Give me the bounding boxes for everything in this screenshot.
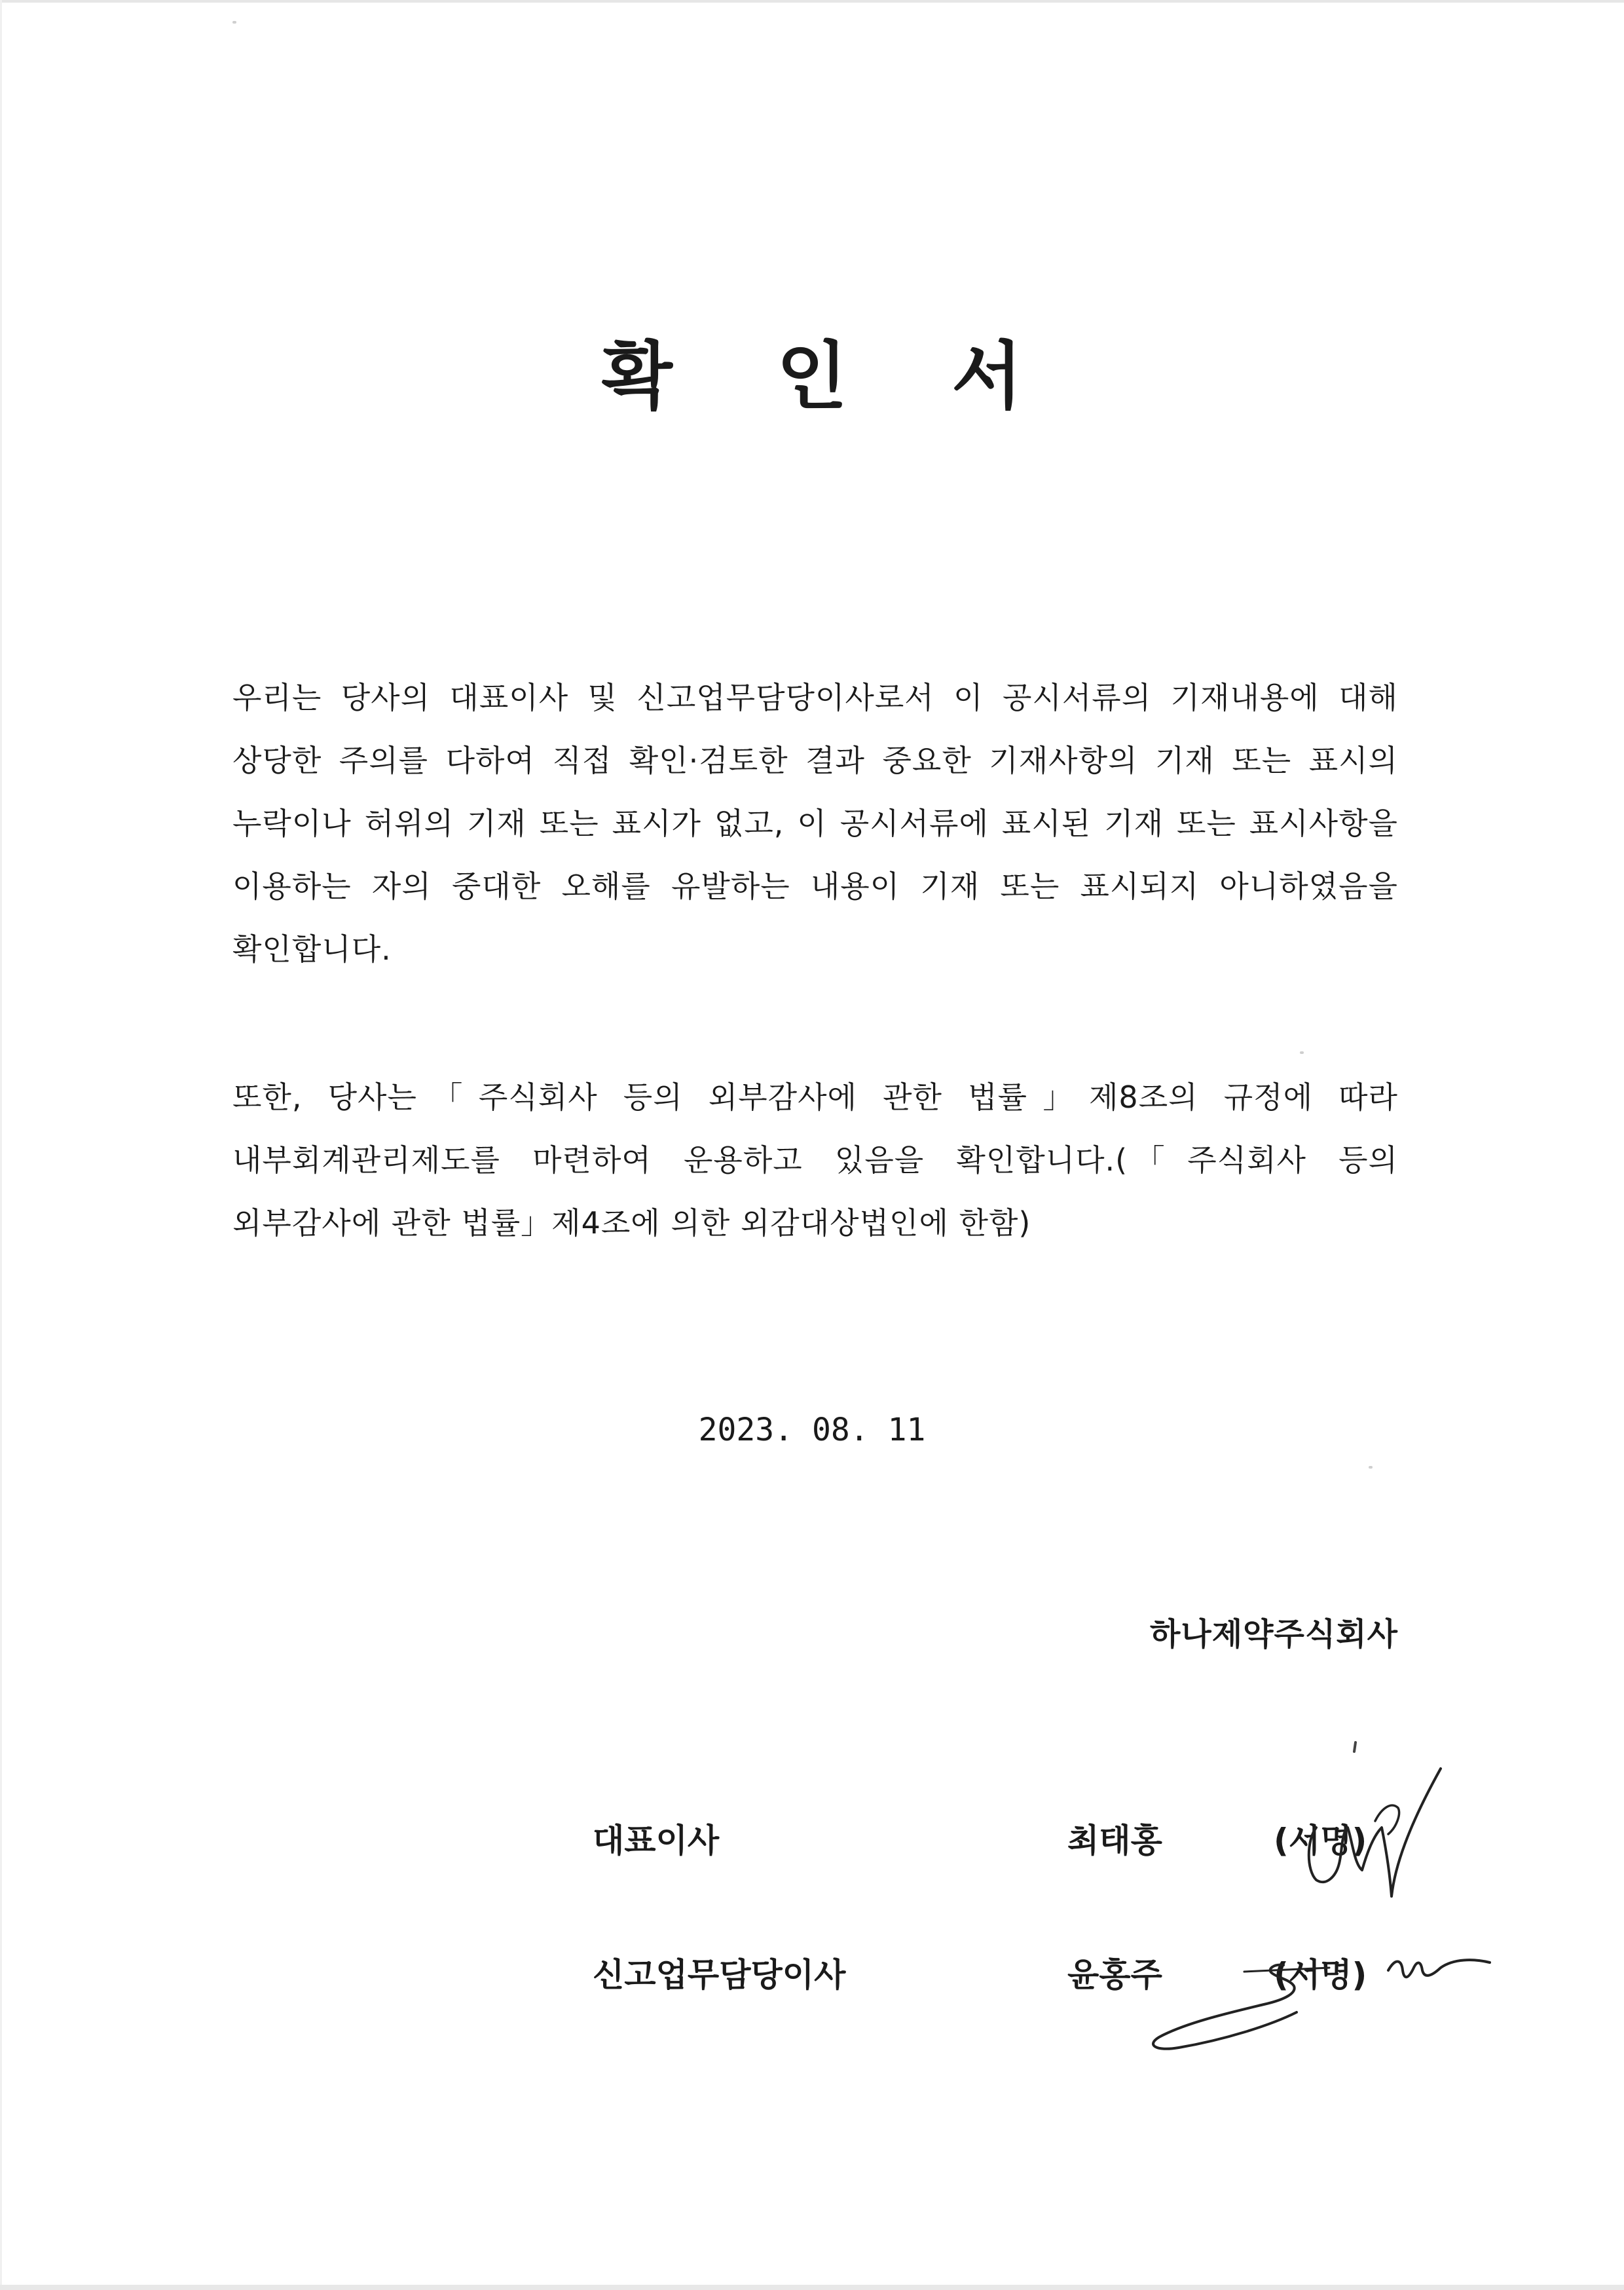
document-date: 2023. 08. 11 <box>698 1412 926 1448</box>
document-title: 확 인 서 <box>601 334 1062 419</box>
scan-edge-top <box>0 0 1624 3</box>
signatory-role: 신고업무담당이사 <box>593 1956 846 1994</box>
scan-edge-bottom <box>0 2285 1624 2290</box>
internal-control-paragraph: 또한, 당사는「주식회사 등의 외부감사에 관한 법률」제8조의 규정에 따라 내부회계관리제도를 마련하여 운용하고 있음을 확인합니다.(「주식회사 등의 외부감사에 관한 법률」제4조에 의한 외감대상법인에 한함) <box>232 1079 1398 1241</box>
signatory-name: 최태홍 <box>1067 1822 1162 1860</box>
company-name: 하나제약주식회사 <box>1150 1616 1398 1653</box>
scan-speck <box>232 21 236 24</box>
signatory-name: 윤홍주 <box>1067 1956 1162 1994</box>
signatory-role: 대표이사 <box>593 1822 720 1860</box>
scan-speck <box>1300 1051 1304 1054</box>
signature-mark-label: (서명) <box>1274 1956 1367 1994</box>
scan-speck <box>1369 1466 1373 1469</box>
handwritten-signature-disclosure-officer <box>1133 1939 1500 2063</box>
handwritten-signature-ceo <box>1277 1729 1460 1913</box>
confirmation-paragraph: 우리는 당사의 대표이사 및 신고업무담당이사로서 이 공시서류의 기재내용에 대해 상당한 주의를 다하여 직접 확인·검토한 결과 중요한 기재사항의 기재 또는 표시의 누락이나 허위의 기재 또는 표시가 없고, 이 공시서류에 표시된 기재 또는 표시사항을 이용하는 자의 중대한 오해를 유발하는 내용이 기재 또는 표시되지 아니하였음을 확인합니다. <box>232 680 1398 967</box>
signature-mark-label: (서명) <box>1274 1822 1367 1860</box>
